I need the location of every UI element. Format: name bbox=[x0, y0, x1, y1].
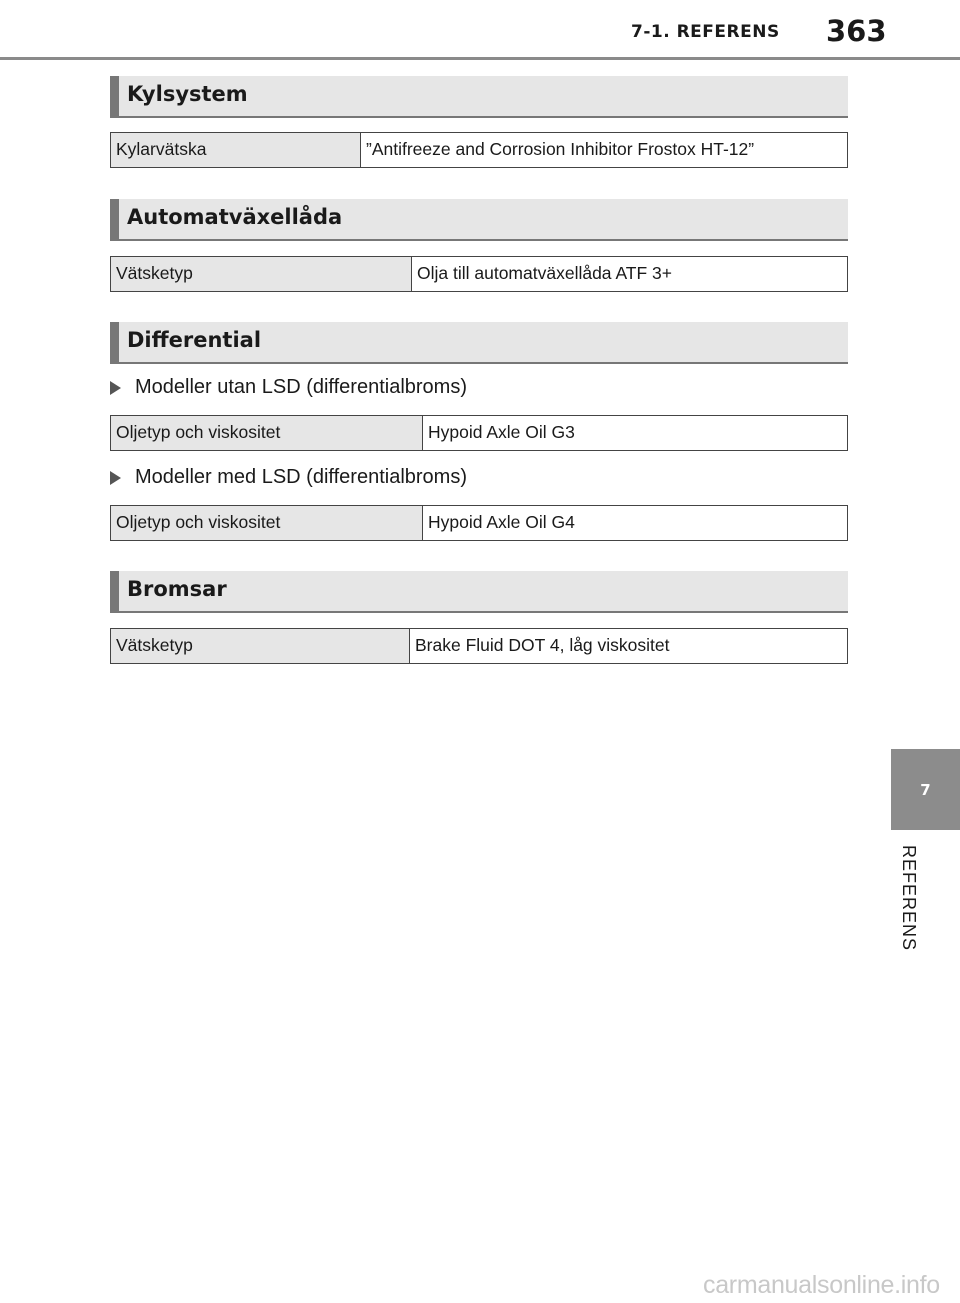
table-row bbox=[111, 133, 848, 168]
section-header-brakes bbox=[110, 571, 848, 613]
header-section-title: 7-1. REFERENS bbox=[631, 22, 780, 42]
spec-value: Brake Fluid DOT 4, låg viskositet bbox=[410, 629, 848, 664]
spec-value: Olja till automatväxellåda ATF 3+ bbox=[412, 257, 848, 292]
sub-item-label: Modeller utan LSD (differentialbroms) bbox=[135, 376, 468, 398]
spec-key: Vätsketyp bbox=[111, 629, 410, 664]
table-row bbox=[111, 257, 848, 292]
spec-value: Hypoid Axle Oil G4 bbox=[423, 506, 848, 541]
sub-item-with-lsd bbox=[110, 466, 467, 489]
table-row bbox=[111, 629, 848, 664]
section-title-differential: Differential bbox=[127, 328, 262, 352]
spec-value: Hypoid Axle Oil G3 bbox=[423, 416, 848, 451]
page-number: 363 bbox=[826, 14, 887, 48]
spec-table-cooling bbox=[110, 132, 848, 168]
spec-table-differential-with-lsd bbox=[110, 505, 848, 541]
watermark: carmanualsonline.info bbox=[703, 1271, 940, 1299]
spec-table-transmission bbox=[110, 256, 848, 292]
sub-item-label: Modeller med LSD (differentialbroms) bbox=[135, 466, 467, 488]
section-title-cooling: Kylsystem bbox=[127, 82, 248, 106]
spec-key: Kylarvätska bbox=[111, 133, 361, 168]
table-row bbox=[111, 506, 848, 541]
spec-table-differential-without-lsd bbox=[110, 415, 848, 451]
section-header-transmission bbox=[110, 199, 848, 241]
sub-item-without-lsd bbox=[110, 376, 467, 399]
spec-key: Oljetyp och viskositet bbox=[111, 506, 423, 541]
arrow-bullet-icon bbox=[110, 471, 121, 485]
header-divider bbox=[0, 57, 960, 60]
spec-key: Vätsketyp bbox=[111, 257, 412, 292]
table-row bbox=[111, 416, 848, 451]
section-header-cooling bbox=[110, 76, 848, 118]
spec-value: ”Antifreeze and Corrosion Inhibitor Frostox HT-12” bbox=[361, 133, 848, 168]
arrow-bullet-icon bbox=[110, 381, 121, 395]
section-title-brakes: Bromsar bbox=[127, 577, 227, 601]
spec-key: Oljetyp och viskositet bbox=[111, 416, 423, 451]
spec-table-brakes bbox=[110, 628, 848, 664]
chapter-tab-label: REFERENS bbox=[899, 845, 919, 952]
section-header-differential bbox=[110, 322, 848, 364]
section-title-transmission: Automatväxellåda bbox=[127, 205, 343, 229]
chapter-tab[interactable]: 7 bbox=[891, 749, 960, 830]
